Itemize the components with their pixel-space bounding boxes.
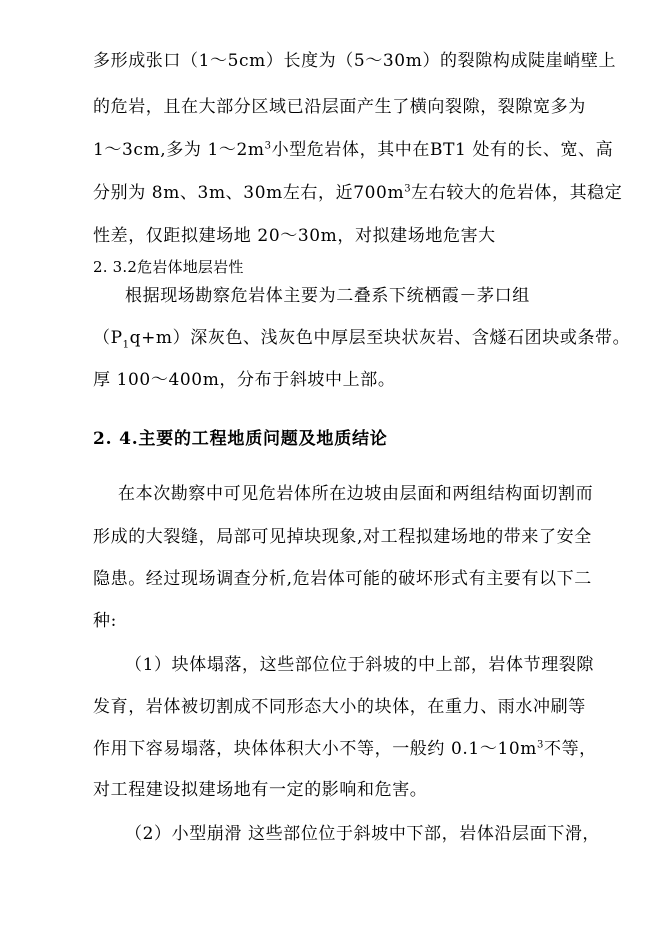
section-24-item1-line1: （1）块体塌落，这些部位位于斜坡的中上部，岩体节理裂隙	[125, 655, 595, 675]
section-232-line2-subscript: 1	[122, 339, 130, 351]
paragraph1-line3-superscript: 3	[264, 140, 272, 152]
paragraph1-line3-text-a: 1～3cm,多为 1～2m	[93, 140, 265, 160]
paragraph1-line3	[93, 139, 613, 161]
paragraph1-line4-text-a: 分别为 8m、3m、30m左右，近700m	[93, 183, 405, 203]
section-24-item1-line3-text-b: 不等，	[543, 739, 597, 759]
section-24-item1-line3-text-a: 作用下容易塌落，块体体积大小不等，一般约 0.1～10m	[93, 739, 537, 759]
paragraph1-line4-superscript: 3	[404, 183, 412, 195]
paragraph1-line4-text-b: 左右较大的危岩体，其稳定	[411, 183, 623, 203]
section-232-line2-text-b: q+m）深灰色、浅灰色中厚层至块状灰岩、含燧石团块或条带。	[129, 328, 631, 348]
paragraph1-line5: 性差，仅距拟建场地 20～30m，对拟建场地危害大	[93, 226, 496, 246]
paragraph1-line4	[93, 182, 622, 204]
section-24-item1-line3	[93, 738, 597, 760]
section-232-line3: 厚 100～400m，分布于斜坡中上部。	[93, 370, 396, 390]
section-24-para1-line3: 隐患。经过现场调查分析,危岩体可能的破坏形式有主要有以下二	[93, 569, 592, 589]
section-24-heading: 2. 4.主要的工程地质问题及地质结论	[93, 429, 388, 449]
section-232-line2	[93, 327, 630, 349]
paragraph1-line2: 的危岩，且在大部分区域已沿层面产生了横向裂隙，裂隙宽多为	[93, 97, 586, 117]
section-24-para1-line1: 在本次勘察中可见危岩体所在边坡由层面和两组结构面切割而	[118, 484, 594, 504]
section-24-para1-line4: 种:	[93, 611, 117, 631]
paragraph1-line3-text-b: 小型危岩体，其中在BT1 处有的长、宽、高	[271, 140, 614, 160]
section-24-item1-line2: 发育，岩体被切割成不同形态大小的块体，在重力、雨水冲刷等	[93, 697, 586, 717]
section-24-item1-line4: 对工程建设拟建场地有一定的影响和危害。	[93, 780, 428, 800]
section-232-line2-text-a: （P	[93, 328, 123, 348]
section-24-item2-line1: （2）小型崩滑 这些部位位于斜坡中下部，岩体沿层面下滑，	[125, 824, 601, 844]
paragraph1-line1: 多形成张口（1～5cm）长度为（5～30m）的裂隙构成陡崖峭壁上	[93, 51, 617, 71]
section-232-heading: 2. 3.2危岩体地层岩性	[93, 258, 244, 276]
section-24-para1-line2: 形成的大裂缝，局部可见掉块现象,对工程拟建场地的带来了安全	[93, 527, 592, 547]
section-232-line1: 根据现场勘察危岩体主要为二叠系下统栖霞－茅口组	[125, 286, 530, 306]
section-24-item1-line3-superscript: 3	[537, 739, 544, 751]
